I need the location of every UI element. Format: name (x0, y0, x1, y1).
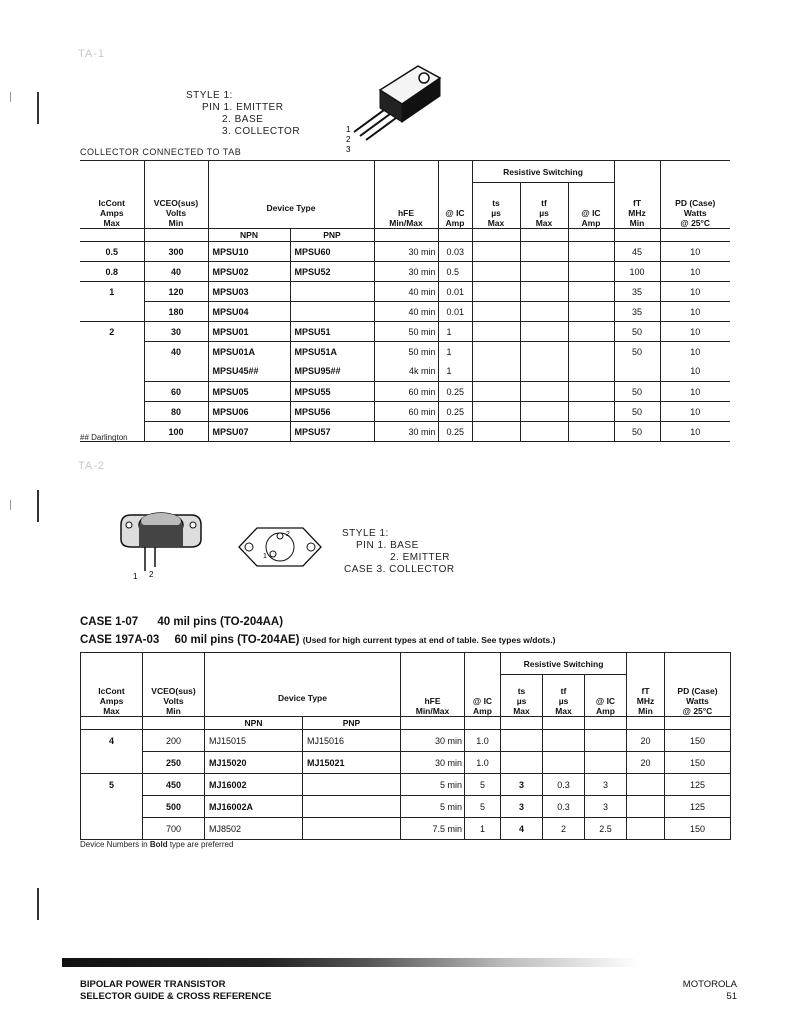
cell-ts (501, 730, 543, 752)
cell-ic-at: 5 (465, 774, 501, 796)
cell-hfe: 7.5 min (401, 818, 465, 840)
cell-hfe: 4k min (374, 362, 438, 382)
cell-ic-at: 1 (465, 818, 501, 840)
table-row (80, 282, 730, 302)
cell-ic-at2 (568, 302, 614, 322)
cell-ft: 50 (614, 382, 660, 402)
cell-pd: 10 (660, 342, 730, 362)
pnp-header: PNP (290, 229, 374, 242)
cell-vceo: 40 (144, 342, 208, 362)
cell-ic (81, 752, 143, 774)
cell-ic-at: 1.0 (465, 752, 501, 774)
cell-tf (543, 730, 585, 752)
cell-pnp: MPSU52 (290, 262, 374, 282)
cell-pnp (303, 818, 401, 840)
cell-ic (80, 362, 144, 382)
cell-pd: 125 (665, 796, 731, 818)
cell-vceo: 80 (144, 402, 208, 422)
table-row (80, 402, 730, 422)
cell-pnp: MPSU56 (290, 402, 374, 422)
cell-ic-at2 (568, 242, 614, 262)
cell-npn: MJ8502 (205, 818, 303, 840)
cell-pd: 10 (660, 322, 730, 342)
table-row (80, 262, 730, 282)
footer-rule (62, 958, 742, 967)
cell-hfe: 30 min (401, 752, 465, 774)
cell-ic-at2 (568, 422, 614, 442)
cell-hfe: 60 min (374, 382, 438, 402)
cell-ft: 35 (614, 282, 660, 302)
table-row (80, 422, 730, 442)
cell-hfe: 50 min (374, 322, 438, 342)
cell-ic (81, 796, 143, 818)
cell-npn: MJ15020 (205, 752, 303, 774)
cell-ft: 50 (614, 402, 660, 422)
margin-mark (37, 888, 39, 920)
cell-pd: 10 (660, 362, 730, 382)
pin-number: 1 (346, 125, 351, 134)
cell-npn: MJ15015 (205, 730, 303, 752)
cell-tf (543, 752, 585, 774)
vceo-header: VCEO(sus) Volts Min (153, 198, 199, 228)
cell-ic-at: 1 (438, 322, 472, 342)
cell-ic-at2 (585, 752, 627, 774)
cell-pd: 10 (660, 242, 730, 262)
device-type-header: Device Type (208, 189, 374, 229)
cell-ic: 2 (80, 322, 144, 342)
cell-ic-at2 (568, 282, 614, 302)
cell-ft: 100 (614, 262, 660, 282)
cell-pnp: MPSU55 (290, 382, 374, 402)
hfe-header: hFE Min/Max (415, 696, 450, 716)
pin-number: 3 (346, 145, 351, 154)
cell-ic-at: 0.25 (438, 422, 472, 442)
table-row (80, 382, 730, 402)
cell-ft: 45 (614, 242, 660, 262)
table-row (81, 774, 731, 796)
pin-number: 1 (133, 572, 138, 581)
table-row (81, 730, 731, 752)
cell-tf (520, 402, 568, 422)
pin-number: 1 (263, 553, 267, 560)
cell-ic-at: 0.25 (438, 402, 472, 422)
ts-header: ts µs Max (487, 198, 505, 228)
cell-tf (520, 342, 568, 362)
pin-line: 3. COLLECTOR (222, 126, 301, 137)
cell-tf (520, 322, 568, 342)
cell-tf (520, 382, 568, 402)
to220-package-image (340, 60, 450, 155)
table-row (80, 322, 730, 342)
cell-ic: 1 (80, 282, 144, 302)
cell-ft: 50 (614, 422, 660, 442)
to204-style-block (342, 528, 455, 576)
cell-hfe: 30 min (374, 242, 438, 262)
ic-at-header: @ IC Amp (472, 696, 493, 716)
cell-vceo: 100 (144, 422, 208, 442)
cell-ic (81, 818, 143, 840)
spec-table-1 (80, 160, 730, 442)
collector-note: COLLECTOR CONNECTED TO TAB (80, 147, 242, 157)
ft-header: fT MHz Min (636, 686, 655, 716)
cell-ts (472, 242, 520, 262)
cell-pnp: MPSU95## (290, 362, 374, 382)
cell-ts (472, 362, 520, 382)
cell-vceo: 450 (143, 774, 205, 796)
cell-ic-at: 0.01 (438, 302, 472, 322)
cell-pnp (290, 282, 374, 302)
margin-mark (37, 92, 39, 124)
cell-tf: 0.3 (543, 796, 585, 818)
brand-name: MOTOROLA (682, 979, 737, 990)
cell-ic-at: 0.03 (438, 242, 472, 262)
pin-line: PIN 1. BASE (356, 540, 419, 551)
cell-ts (472, 282, 520, 302)
footer-title: BIPOLAR POWER TRANSISTOR SELECTOR GUIDE & CROSS REFERENCE (80, 979, 272, 1002)
cell-ic-at2 (568, 262, 614, 282)
cell-ic (80, 402, 144, 422)
pin-number: 2 (286, 531, 290, 538)
cell-ft (627, 818, 665, 840)
cell-ic-at2 (568, 342, 614, 362)
style-label: STYLE 1: (342, 528, 389, 539)
to204-package-image (115, 505, 205, 585)
cell-ic-at: 1.0 (465, 730, 501, 752)
cell-hfe: 5 min (401, 796, 465, 818)
cell-ic-at2: 2.5 (585, 818, 627, 840)
cell-pnp: MJ15016 (303, 730, 401, 752)
ic-at-header: @ IC Amp (445, 208, 465, 228)
cell-npn: MPSU07 (208, 422, 290, 442)
table-row (80, 342, 730, 362)
npn-header: NPN (208, 229, 290, 242)
to220-style-block (186, 90, 300, 138)
cell-tf (520, 362, 568, 382)
case-heading-1 (80, 616, 283, 628)
header-mark: TA-2 (78, 460, 106, 472)
cell-ic: 0.5 (80, 242, 144, 262)
cell-pnp: MJ15021 (303, 752, 401, 774)
pin-line: CASE 3. COLLECTOR (344, 564, 455, 575)
cell-ts: 3 (501, 796, 543, 818)
cell-ic: 0.8 (80, 262, 144, 282)
case-description: 60 mil pins (TO-204AE) (174, 634, 300, 646)
pin-line: PIN 1. EMITTER (202, 102, 284, 113)
cell-ic-at: 0.01 (438, 282, 472, 302)
cell-pnp: MPSU51A (290, 342, 374, 362)
darlington-footnote: ## Darlington (80, 433, 128, 442)
cell-ts (472, 402, 520, 422)
pin-line: 2. BASE (222, 114, 264, 125)
cell-ts (472, 382, 520, 402)
cell-ic-at2 (568, 382, 614, 402)
cell-ic-at: 1 (438, 362, 472, 382)
cell-ft: 35 (614, 302, 660, 322)
pin-number: 2 (346, 135, 351, 144)
ft-header: fT MHz Min (628, 198, 646, 228)
spec-table-2 (80, 652, 731, 840)
cell-pnp (303, 796, 401, 818)
cell-tf (520, 282, 568, 302)
cell-vceo: 120 (144, 282, 208, 302)
cell-hfe: 50 min (374, 342, 438, 362)
cell-ic: 5 (81, 774, 143, 796)
preferred-footnote: Device Numbers in Bold type are preferred (80, 840, 234, 849)
cell-tf: 0.3 (543, 774, 585, 796)
table-row (80, 302, 730, 322)
vceo-header: VCEO(sus) Volts Min (151, 686, 196, 716)
header-mark: TA-1 (78, 48, 106, 60)
cell-hfe: 30 min (401, 730, 465, 752)
cell-npn: MPSU05 (208, 382, 290, 402)
cell-ic (80, 382, 144, 402)
table-row (80, 362, 730, 382)
cell-pnp (290, 302, 374, 322)
cell-hfe: 30 min (374, 422, 438, 442)
cell-tf (520, 262, 568, 282)
resistive-switching-header: Resistive Switching (472, 161, 614, 183)
cell-npn: MPSU10 (208, 242, 290, 262)
cell-ic (80, 302, 144, 322)
cell-ic (80, 342, 144, 362)
margin-mark (10, 500, 11, 510)
cell-hfe: 5 min (401, 774, 465, 796)
cell-vceo: 180 (144, 302, 208, 322)
cell-pd: 10 (660, 302, 730, 322)
cell-pd: 10 (660, 262, 730, 282)
cell-tf (520, 242, 568, 262)
cell-hfe: 30 min (374, 262, 438, 282)
cell-pnp: MPSU57 (290, 422, 374, 442)
cell-vceo: 30 (144, 322, 208, 342)
cell-pd: 150 (665, 752, 731, 774)
cell-vceo: 300 (144, 242, 208, 262)
cell-hfe: 40 min (374, 282, 438, 302)
table-row (81, 752, 731, 774)
cell-pnp (303, 774, 401, 796)
tf-header: tf µs Max (555, 686, 572, 716)
cell-ts: 3 (501, 774, 543, 796)
cell-ft: 50 (614, 322, 660, 342)
style-label: STYLE 1: (186, 90, 233, 101)
cell-ic-at2: 3 (585, 796, 627, 818)
cell-ic-at2: 3 (585, 774, 627, 796)
cell-tf (520, 302, 568, 322)
cell-ft: 50 (614, 342, 660, 362)
cell-npn: MPSU06 (208, 402, 290, 422)
resistive-switching-header: Resistive Switching (501, 653, 627, 675)
cell-ts (472, 322, 520, 342)
pd-header: PD (Case) Watts @ 25°C (675, 198, 716, 228)
hfe-header: hFE Min/Max (389, 208, 423, 228)
cell-ft: 20 (627, 730, 665, 752)
cell-ic-at: 0.25 (438, 382, 472, 402)
cell-vceo: 60 (144, 382, 208, 402)
cell-ft (627, 774, 665, 796)
cell-ft: 20 (627, 752, 665, 774)
cell-ic-at: 0.5 (438, 262, 472, 282)
cell-ic: 4 (81, 730, 143, 752)
ic-at2-header: @ IC Amp (595, 696, 616, 716)
cell-ic-at2 (568, 322, 614, 342)
margin-mark (37, 490, 39, 522)
cell-hfe: 40 min (374, 302, 438, 322)
to204-pinout-outline (235, 522, 325, 572)
pnp-header: PNP (303, 717, 401, 730)
ic-at2-header: @ IC Amp (581, 208, 601, 228)
pin-number: 2 (149, 570, 154, 579)
cell-npn: MPSU04 (208, 302, 290, 322)
cell-ic-at2 (568, 402, 614, 422)
cell-ts (472, 422, 520, 442)
footer-brand (683, 979, 737, 1003)
to220-package-body (354, 66, 440, 140)
cell-pd: 10 (660, 382, 730, 402)
cell-ft (614, 362, 660, 382)
cell-ts: 4 (501, 818, 543, 840)
ic-header: IcCont Amps Max (98, 198, 125, 228)
cell-npn: MPSU45## (208, 362, 290, 382)
table-row (81, 796, 731, 818)
device-type-header: Device Type (205, 681, 401, 717)
cell-ic-at2 (585, 730, 627, 752)
tf-header: tf µs Max (535, 198, 553, 228)
cell-ts (472, 262, 520, 282)
cell-ic-at2 (568, 362, 614, 382)
cell-pnp: MPSU60 (290, 242, 374, 262)
table-row (80, 242, 730, 262)
cell-ts (472, 302, 520, 322)
pin-line: 2. EMITTER (390, 552, 451, 563)
cell-npn: MPSU03 (208, 282, 290, 302)
margin-mark (10, 92, 11, 102)
page-number: 51 (726, 991, 737, 1002)
cell-npn: MPSU02 (208, 262, 290, 282)
cell-ft (627, 796, 665, 818)
case-number: CASE 197A-03 (80, 634, 160, 646)
ic-header: IcCont Amps Max (98, 686, 125, 716)
to204-package-body (121, 513, 201, 571)
cell-vceo (144, 362, 208, 382)
cell-hfe: 60 min (374, 402, 438, 422)
cell-ts (472, 342, 520, 362)
cell-ic-at: 5 (465, 796, 501, 818)
pd-header: PD (Case) Watts @ 25°C (677, 686, 718, 716)
cell-tf (520, 422, 568, 442)
cell-ts (501, 752, 543, 774)
cell-pnp: MPSU51 (290, 322, 374, 342)
ts-header: ts µs Max (513, 686, 530, 716)
cell-vceo: 700 (143, 818, 205, 840)
cell-ic-at: 1 (438, 342, 472, 362)
case-description: 40 mil pins (TO-204AA) (157, 616, 284, 628)
case-heading-2 (80, 634, 555, 646)
cell-pd: 150 (665, 730, 731, 752)
case-note: (Used for high current types at end of table. See types w/dots.) (302, 635, 556, 645)
cell-tf: 2 (543, 818, 585, 840)
cell-vceo: 250 (143, 752, 205, 774)
npn-header: NPN (205, 717, 303, 730)
table-row (81, 818, 731, 840)
cell-vceo: 200 (143, 730, 205, 752)
cell-vceo: 500 (143, 796, 205, 818)
cell-pd: 10 (660, 402, 730, 422)
case-number: CASE 1-07 (80, 616, 139, 628)
cell-npn: MPSU01A (208, 342, 290, 362)
cell-pd: 10 (660, 282, 730, 302)
cell-vceo: 40 (144, 262, 208, 282)
cell-pd: 125 (665, 774, 731, 796)
cell-pd: 10 (660, 422, 730, 442)
cell-npn: MJ16002 (205, 774, 303, 796)
cell-npn: MJ16002A (205, 796, 303, 818)
cell-pd: 150 (665, 818, 731, 840)
cell-npn: MPSU01 (208, 322, 290, 342)
